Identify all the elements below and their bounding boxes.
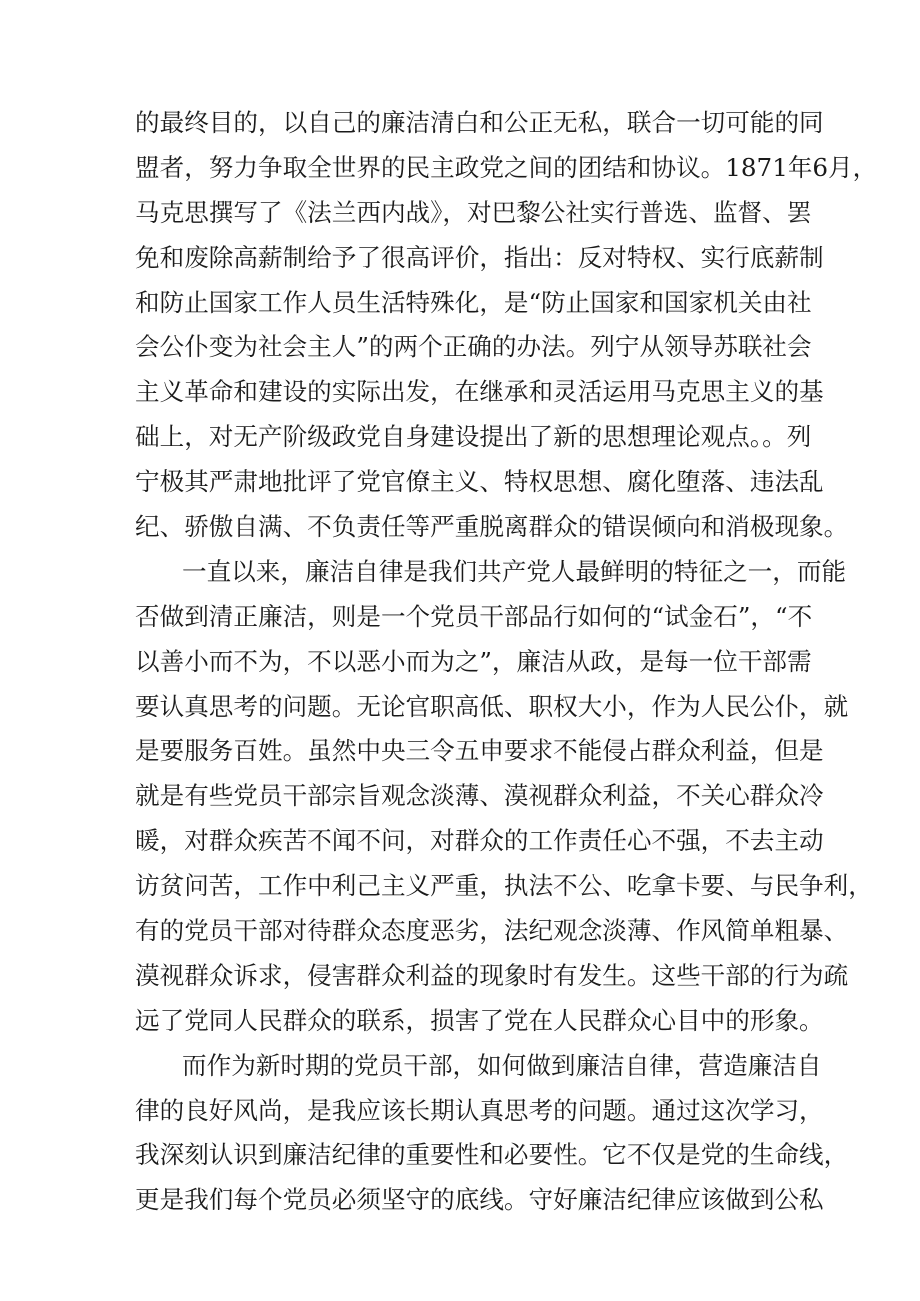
- text-line: 就是有些党员干部宗旨观念淡薄、漠视群众利益，不关心群众冷: [135, 781, 824, 811]
- text-line: 否做到清正廉洁，则是一个党员干部品行如何的“试金石”，“不: [135, 601, 813, 631]
- text-line: 宁极其严肃地批评了党官僚主义、特权思想、腐化堕落、违法乱: [135, 467, 824, 497]
- text-line: 会公仆变为社会主人”的两个正确的办法。列宁从领导苏联社会: [135, 332, 812, 362]
- text-line: 主义革命和建设的实际出发，在继承和灵活运用马克思主义的基: [135, 377, 824, 407]
- text-line: 我深刻认识到廉洁纪律的重要性和必要性。它不仅是党的生命线，: [135, 1140, 849, 1170]
- text-line: 一直以来，廉洁自律是我们共产党人最鲜明的特征之一，而能: [182, 556, 847, 586]
- paragraph-2: [135, 550, 873, 1044]
- text-line: 有的党员干部对待群众态度恶劣，法纪观念淡薄、作风简单粗暴、: [135, 916, 849, 946]
- text-line: 的最终目的，以自己的廉洁清白和公正无私，联合一切可能的同: [135, 108, 824, 137]
- text-line: 免和废除高薪制给予了很高评价，指出：反对特权、实行底薪制: [135, 242, 824, 272]
- text-line: 和防止国家工作人员生活特殊化，是“防止国家和国家机关由社: [135, 287, 812, 317]
- text-line: 马克思撰写了《法兰西内战》，对巴黎公社实行普选、监督、罢: [135, 197, 812, 227]
- text-line: 是要服务百姓。虽然中央三令五申要求不能侵占群众利益，但是: [135, 736, 824, 766]
- text-line: 漠视群众诉求，侵害群众利益的现象时有发生。这些干部的行为疏: [135, 960, 849, 990]
- document-body: [135, 101, 878, 1223]
- paragraph-1: [135, 101, 878, 550]
- text-line: 础上，对无产阶级政党自身建设提出了新的思想理论观点。。列: [135, 422, 812, 452]
- text-line: 要认真思考的问题。无论官职高低、职权大小，作为人民公仆，就: [135, 691, 849, 721]
- text-line: 而作为新时期的党员干部，如何做到廉洁自律，营造廉洁自: [182, 1050, 822, 1080]
- text-line: 以善小而不为，不以恶小而为之”，廉洁从政，是每一位干部需: [135, 646, 812, 676]
- text-line: 纪、骄傲自满、不负责任等严重脱离群众的错误倾向和消极现象。: [135, 512, 849, 542]
- text-line: 律的良好风尚，是我应该长期认真思考的问题。通过这次学习，: [135, 1095, 824, 1125]
- text-line: 暖，对群众疾苦不闻不问，对群众的工作责任心不强，不去主动: [135, 826, 824, 856]
- paragraph-3: [135, 1044, 849, 1224]
- text-line: 远了党同人民群众的联系，损害了党在人民群众心目中的形象。: [135, 1005, 824, 1035]
- text-line: 盟者，努力争取全世界的民主政党之间的团结和协议。1871年6月，: [135, 152, 878, 182]
- text-line: 访贫问苦，工作中利己主义严重，执法不公、吃拿卡要、与民争利，: [135, 871, 873, 901]
- text-line: 更是我们每个党员必须坚守的底线。守好廉洁纪律应该做到公私: [135, 1185, 824, 1215]
